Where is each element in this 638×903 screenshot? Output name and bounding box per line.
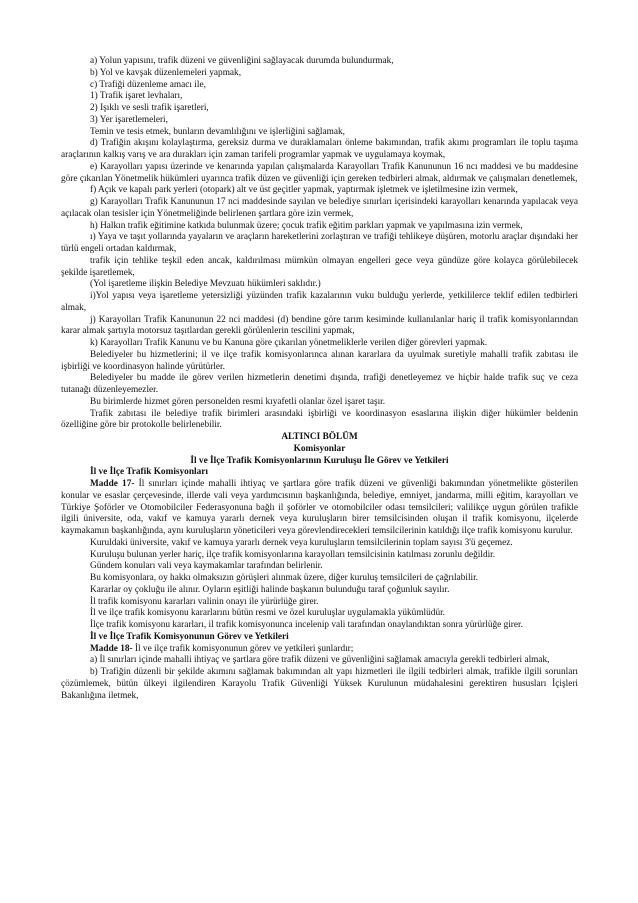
paragraph-birimler: Bu birimlerde hizmet gören personelden resmi kıyafetli olanlar özel işaret taşır. — [90, 396, 386, 407]
paragraph-i-continued: trafik için tehlike teşkil eden ancak, kaldırılması mümkün olmayan engelleri gece veya gündüze göre kolayca görülebilecek şekilde işaretlemek, — [61, 255, 578, 278]
paragraph-kararlar: Kararlar oy çokluğu ile alınır. Oyların eşitliği halinde başkanın bulunduğu taraf çoğunluk sayılır. — [90, 584, 450, 595]
paragraph-belediyeler-1: Belediyeler bu hizmetlerini; il ve ilçe trafik komisyonlarınca alınan kararlara da uyulmak suretiyle mahalli trafik zabıtası ile işbirliği ve koordinasyon halinde yürütürler. — [61, 349, 578, 372]
paragraph-i-note: (Yol işaretleme ilişkin Belediye Mevzuatı hükümleri saklıdır.) — [90, 279, 321, 290]
paragraph-madde-18 — [61, 644, 578, 656]
section-subtitle: Komisyonlar — [293, 443, 346, 454]
paragraph-zabita: Trafik zabıtası ile belediye trafik birimleri arasındaki işbirliği ve koordinasyon esaslarına ilişkin diğer hükümler beldenin özelliğine göre bir protokolle belirlenebilir. — [61, 408, 578, 431]
document-page — [61, 56, 578, 702]
paragraph-k: k) Karayolları Trafik Kanunu ve bu Kanuna göre çıkarılan yönetmeliklerle verilen diğer görevleri yapmak. — [90, 338, 488, 348]
paragraph-18a: a) İl sınırları içinde mahalli ihtiyaç ve şartlara göre trafik düzeni ve güvenliğini sağlamak amacıyla gerekli tedbirleri almak, — [90, 655, 550, 666]
madde-17-label: Madde 17- — [90, 479, 135, 489]
paragraph-g: g) Karayolları Trafik Kanununun 17 nci maddesinde sayılan ve belediye sınırları içerisindeki karayolları kenarında yapılacak veya açılacak olan tesisler için Yönetmeliğinde belirlenen şartlara göre izin vermek, — [61, 197, 578, 219]
paragraph-c: c) Trafiği düzenleme amacı ile, — [90, 79, 206, 90]
madde-17-text: İl sınırları içinde mahalli ihtiyaç ve şartlara göre trafik düzeni ve güvenliği bakımından yönetmelikte gösterilen konular ve esaslar çerçevesinde, illerde vali veya yardımcısının başkanlığında, belediye, emniyet, jandarma, milli eğitim, karayolları ve Türkiye Şoförler ve Otomobilciler Federasyonuna bağlı il şoförler ve otomobilciler odası temsilcileri; valilikçe uygun görülen trafikle ilgili üniversite, oda, vakıf ve kamuya yararlı dernek veya kuruluşların birer temsilcisinden oluşan il trafik komisyonu, ilçelerde kaymakamın başkanlığında, aynı kuruluşların yöneticileri veya görevlendirecekleri temsilcilerinin katıldığı ilçe trafik komisyonu kurulur. — [61, 479, 578, 536]
sub-heading-komisyonlar: İl ve İlçe Trafik Komisyonları — [90, 467, 208, 478]
madde-18-text: İl ve ilçe trafik komisyonunun görev ve yetkileri şunlardır; — [132, 643, 354, 654]
paragraph-kurul: Kuruldaki üniversite, vakıf ve kamuya yararlı dernek veya kuruluşların temsilcilerinin toplam sayısı 3'ü geçemez. — [90, 537, 513, 548]
paragraph-bagli: İl ve ilçe trafik komisyonu kararlarını bütün resmi ve özel kuruluşlar uygulamakla yükümlüdür. — [90, 608, 445, 619]
paragraph-e: e) Karayolları yapısı üzerinde ve kenarında yapılan çalışmalarda Karayolları Trafik Kanununun 16 ncı maddesi ve bu maddesine göre çıkarılan Yönetmelik hükümleri uyarınca trafik düzen ve güvenliği için gereken tedbirleri almak, aldırmak ve çalışmaları denetlemek, — [61, 161, 578, 184]
paragraph-f: f) Açık ve kapalı park yerleri (otopark) alt ve üst geçitler yapmak, yaptırmak işletmek ve işletilmesine izin vermek, — [90, 185, 518, 196]
paragraph-belediyeler-2: Belediyeler bu madde ile görev verilen hizmetlerin denetimi dışında, trafiği denetleyemez ve hiçbir halde trafik suç ve ceza tutanağı düzenleyemezler. — [61, 373, 578, 395]
paragraph-h: h) Halkın trafik eğitimine katkıda bulunmak üzere; çocuk trafik eğitim parkları yapmak ve yapılmasına izin vermek, — [90, 220, 523, 231]
paragraph-c1: 1) Trafik işaret levhaları, — [90, 91, 183, 102]
section-title: ALTINCI BÖLÜM — [281, 432, 358, 442]
paragraph-a: a) Yolun yapısını, trafik düzeni ve güvenliğini sağlayacak durumda bulundurmak, — [90, 56, 394, 66]
sub-heading-gorev: İl ve İlçe Trafik Komisyonunun Görev ve Yetkileri — [90, 631, 289, 642]
paragraph-18b: b) Trafiğin düzenli bir şekilde akımını sağlamak bakımından alt yapı hizmetleri ile ilgili tedbirleri almak, trafikle ilgili sorunları çözümlemek, bütün ülkeyi ilgilendiren Karayolu Trafik Güvenliği Yüksek Kurulunun müdahalesini gerektiren hususları İçişleri Bakanlığına iletmek, — [61, 667, 578, 701]
paragraph-komisyon: Bu komisyonlara, oy hakkı olmaksızın görüşleri alınmak üzere, diğer kuruluş temsilcileri de çağrılabilir. — [90, 573, 479, 583]
paragraph-c2: 2) Işıklı ve sesli trafik işaretleri, — [90, 103, 209, 113]
paragraph-kurulus: Kuruluşu bulunan yerler hariç, ilçe trafik komisyonlarına karayolları temsilcisinin katılması zorunlu değildir. — [90, 549, 496, 560]
paragraph-ilce: İlçe trafik komisyonu kararları, il trafik komisyonunca incelenip vali tarafından onaylandıktan sonra yürürlüğe girer. — [90, 620, 523, 630]
paragraph-gundem: Gündem konuları vali veya kaymakamlar tarafından belirlenir. — [90, 561, 323, 572]
paragraph-d: d) Trafiğin akışını kolaylaştırma, gereksiz durma ve duraklamaları önleme bakımından, trafik akımı programları ile toplu taşıma araçlarının kalkış varış ve ara durakları için zaman tarifeli programlar yapmak ve uygulamaya koymak, — [61, 138, 578, 160]
paragraph-il-karar: İl trafik komisyonu kararları valinin onayı ile yürürlüğe girer. — [90, 596, 319, 607]
section-heading: İl ve İlçe Trafik Komisyonlarının Kuruluşu İle Görev ve Yetkileri — [190, 455, 449, 466]
paragraph-i: ı) Yaya ve taşıt yollarında yayaların ve araçların hareketlerini zorlaştıran ve trafiği tehlikeye düşüren, motorlu araçlar dışındaki her türlü engeli ortadan kaldırmak, — [61, 232, 578, 254]
paragraph-c3: 3) Yer işaretlemeleri, — [90, 114, 168, 125]
paragraph-i-dot: i)Yol yapısı veya işaretleme yetersizliği yüzünden trafik kazalarının vuku bulduğu yerlerde, yetkililerce teklif edilen tedbirleri almak, — [61, 291, 578, 313]
paragraph-c-end: Temin ve tesis etmek, bunların devamlılığını ve işlerliğini sağlamak, — [90, 126, 345, 137]
paragraph-b: b) Yol ve kavşak düzenlemeleri yapmak, — [90, 67, 242, 78]
madde-18-label: Madde 18- — [90, 643, 133, 654]
paragraph-j: j) Karayolları Trafik Kanununun 22 nci maddesi (d) bendine göre tarım kesiminde kullanılanlar hariç il trafik komisyonlarından karar almak şartıyla motorsuz taşıtlardan gerekli görülenlerin tescilini yapmak, — [61, 314, 578, 337]
paragraph-madde-17 — [61, 479, 578, 538]
